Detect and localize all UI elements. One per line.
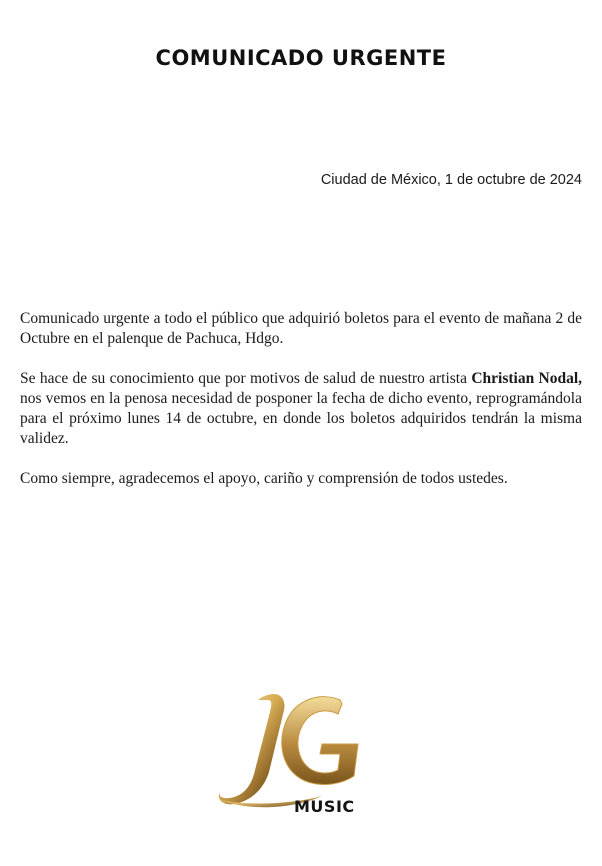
paragraph-2-rest: nos vemos en la penosa necesidad de posponer la fecha de dicho evento, reprogramándola para el próximo lunes 14 de octubre, en donde los boletos adquiridos tendrán la misma validez. bbox=[20, 390, 582, 447]
logo-j-mark bbox=[219, 694, 285, 804]
artist-name: Christian Nodal, bbox=[471, 370, 582, 387]
page-title: COMUNICADO URGENTE bbox=[155, 46, 447, 70]
dateline: Ciudad de México, 1 de octubre de 2024 bbox=[320, 172, 582, 188]
jg-music-logo bbox=[212, 688, 372, 818]
logo-music-word: MUSIC bbox=[294, 797, 355, 816]
logo-g-mark bbox=[282, 697, 358, 785]
statement-body bbox=[20, 309, 582, 489]
paragraph-2 bbox=[20, 369, 582, 449]
paragraph-3: Como siempre, agradecemos el apoyo, cariño y comprensión de todos ustedes. bbox=[20, 470, 508, 487]
paragraph-2-intro: Se hace de su conocimiento que por motivos de salud de nuestro artista bbox=[20, 370, 472, 387]
paragraph-1: Comunicado urgente a todo el público que adquirió boletos para el evento de mañana 2 de Octubre en el palenque de Pachuca, Hdgo. bbox=[20, 310, 582, 347]
